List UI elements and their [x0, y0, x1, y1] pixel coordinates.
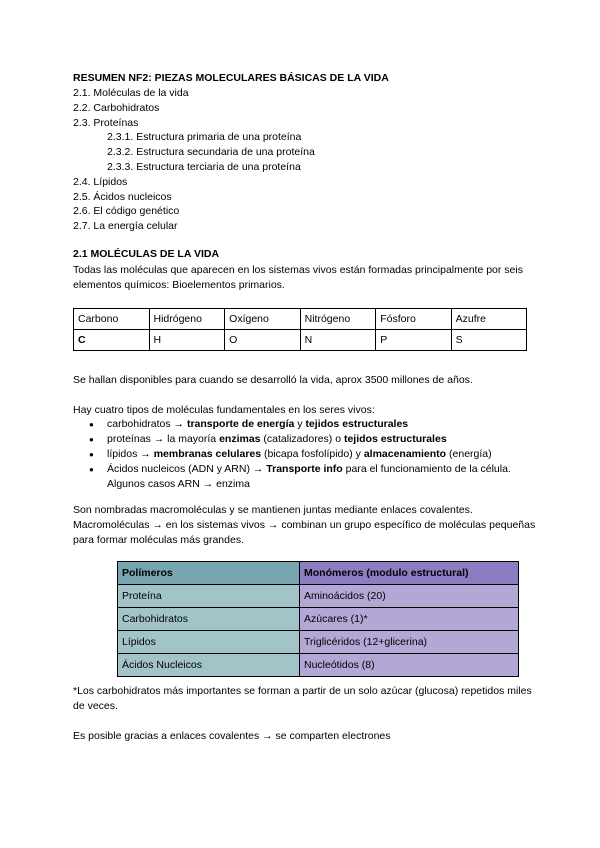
table-cell: P: [376, 330, 451, 351]
molecule-types-list: [73, 417, 545, 492]
toc-subitem: 2.3.2. Estructura secundaria de una proteína: [107, 146, 315, 159]
toc-item: 2.4. Lípidos: [73, 175, 128, 188]
table-row: [74, 309, 527, 330]
table-cell: Nitrógeno: [300, 309, 376, 330]
table-cell: N: [300, 330, 376, 351]
table-row: [118, 585, 519, 608]
table-cell: Azufre: [451, 309, 526, 330]
toc-item: 2.1. Moléculas de la vida: [73, 87, 189, 99]
table-row: [118, 608, 519, 631]
table-cell: Ácidos Nucleicos: [118, 654, 300, 677]
table-cell: S: [451, 330, 526, 351]
intro-paragraph: Todas las moléculas que aparecen en los sistemas vivos están formadas principalmente por seis elementos químicos: Bioelementos primarios.: [73, 264, 523, 291]
table-cell: O: [225, 330, 300, 351]
table-cell: Azúcares (1)*: [300, 608, 519, 631]
table-row: [74, 330, 527, 351]
macromolecules-paragraph: Son nombradas macromoléculas y se mantienen juntas mediante enlaces covalentes. Macromoléculas → en los sistemas vivos → combinan un grupo específico de moléculas pequeñas para formar moléculas más grandes.: [73, 504, 536, 546]
table-row: [118, 654, 519, 677]
footnote: *Los carbohidratos más importantes se forman a partir de un solo azúcar (glucosa) repetidos miles de veces.: [73, 685, 532, 712]
closing-line: Es posible gracias a enlaces covalentes → se comparten electrones: [73, 730, 391, 742]
table-cell: Carbohidratos: [118, 608, 300, 631]
table-cell: Carbono: [74, 309, 150, 330]
toc-item: 2.3. Proteínas: [73, 116, 139, 129]
toc-subitem: 2.3.3. Estructura terciaria de una proteína: [107, 160, 301, 173]
toc-item: 2.5. Ácidos nucleicos: [73, 190, 172, 203]
toc-item: 2.7. La energía celular: [73, 220, 178, 233]
table-cell: C: [74, 330, 150, 351]
table-header-row: [118, 562, 519, 585]
table-cell: Triglicéridos (12+glicerina): [300, 631, 519, 654]
toc-item: 2.6. El código genético: [73, 205, 180, 218]
availability-paragraph: Se hallan disponibles para cuando se desarrolló la vida, aprox 3500 millones de años.: [73, 374, 473, 386]
table-cell: Nucleótidos (8): [300, 654, 519, 677]
toc-item: 2.2. Carbohidratos: [73, 101, 160, 114]
list-item: ● proteínas → la mayoría enzimas (catalizadores) o tejidos estructurales: [107, 432, 545, 447]
table-cell: H: [149, 330, 225, 351]
table-header-cell: Polímeros: [118, 562, 300, 585]
table-cell: Lípidos: [118, 631, 300, 654]
list-item: ● lípidos → membranas celulares (bicapa fosfolípido) y almacenamiento (energía): [107, 447, 545, 462]
document-title: RESUMEN NF2: PIEZAS MOLECULARES BÁSICAS DE LA VIDA: [73, 72, 389, 84]
table-row: [118, 631, 519, 654]
table-cell: Oxígeno: [225, 309, 300, 330]
table-of-contents: [73, 86, 315, 234]
table-cell: Proteína: [118, 585, 300, 608]
toc-subitem: 2.3.1. Estructura primaria de una proteína: [107, 131, 302, 144]
elements-table: [73, 308, 527, 351]
list-item: ● Ácidos nucleicos (ADN y ARN) → Transporte info para el funcionamiento de la célula. Algunos casos ARN → enzima: [107, 462, 545, 492]
section-heading: 2.1 MOLÉCULAS DE LA VIDA: [73, 248, 220, 260]
table-header-cell: Monómeros (modulo estructural): [300, 562, 519, 585]
table-cell: Aminoácidos (20): [300, 585, 519, 608]
table-cell: Fósforo: [376, 309, 451, 330]
types-intro: Hay cuatro tipos de moléculas fundamentales en los seres vivos:: [73, 404, 375, 416]
table-cell: Hidrógeno: [149, 309, 225, 330]
polymers-table: [117, 561, 519, 677]
list-item: ● carbohidratos → transporte de energía y tejidos estructurales: [107, 417, 545, 432]
